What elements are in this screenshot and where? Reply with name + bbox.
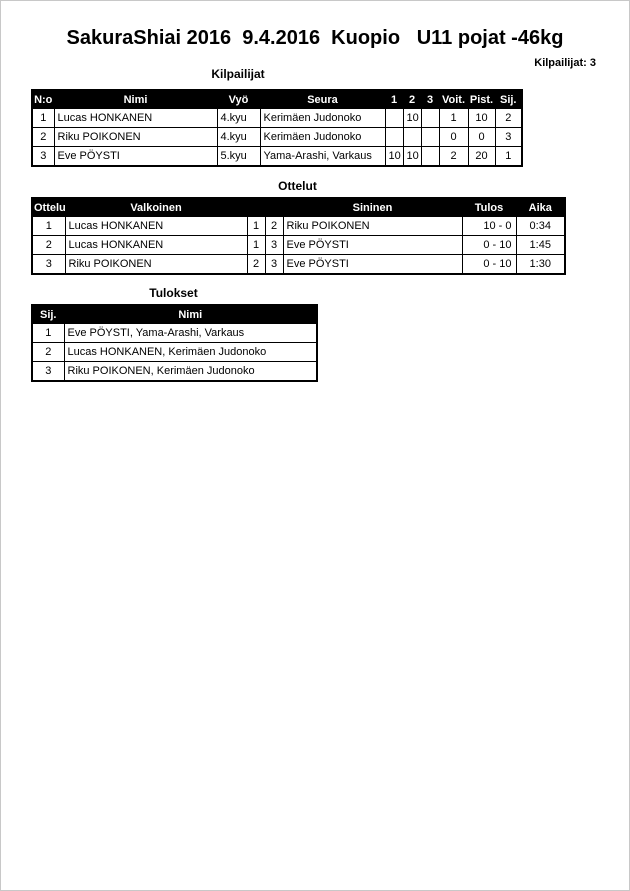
competitor-no: 3 xyxy=(32,147,54,167)
competitors-header-row xyxy=(32,90,522,109)
competitor-score-3 xyxy=(421,128,439,147)
match-white-name: Riku POIKONEN xyxy=(65,255,247,275)
result-row xyxy=(32,362,317,382)
section-heading-matches: Ottelut xyxy=(278,179,317,193)
match-blue-no: 3 xyxy=(265,255,283,275)
competitor-score-2: 10 xyxy=(403,109,421,128)
col-header-points: Pist. xyxy=(468,90,495,109)
result-place: 1 xyxy=(32,324,64,343)
results-header-row xyxy=(32,305,317,324)
match-no: 1 xyxy=(32,217,65,236)
col-header-name: Nimi xyxy=(54,90,217,109)
results-table xyxy=(31,304,318,382)
col-header-wins: Voit. xyxy=(439,90,468,109)
competitor-wins: 1 xyxy=(439,109,468,128)
competitor-club: Kerimäen Judonoko xyxy=(260,128,385,147)
col-header-time: Aika xyxy=(516,198,565,217)
col-header-place: Sij. xyxy=(495,90,522,109)
col-header-blue: Sininen xyxy=(283,198,462,217)
competitor-score-1 xyxy=(385,109,403,128)
match-blue-name: Eve PÖYSTI xyxy=(283,236,462,255)
section-heading-results: Tulokset xyxy=(149,286,198,300)
competitor-club: Yama-Arashi, Varkaus xyxy=(260,147,385,167)
competitor-points: 0 xyxy=(468,128,495,147)
col-header-club: Seura xyxy=(260,90,385,109)
col-header-spacer xyxy=(265,198,283,217)
match-result: 0 - 10 xyxy=(462,255,516,275)
matches-header-row xyxy=(32,198,565,217)
competitor-no: 2 xyxy=(32,128,54,147)
match-blue-no: 3 xyxy=(265,236,283,255)
matches-table xyxy=(31,197,566,275)
col-header-result: Tulos xyxy=(462,198,516,217)
competitor-row xyxy=(32,147,522,167)
col-header-spacer xyxy=(247,198,265,217)
col-header-match2: 2 xyxy=(403,90,421,109)
competitor-score-1: 10 xyxy=(385,147,403,167)
match-white-name: Lucas HONKANEN xyxy=(65,217,247,236)
competitor-wins: 0 xyxy=(439,128,468,147)
col-header-match-no: Ottelu xyxy=(32,198,65,217)
page-title: SakuraShiai 2016 9.4.2016 Kuopio U11 pojat -46kg xyxy=(66,27,564,49)
competitor-belt: 4.kyu xyxy=(217,109,260,128)
competitor-row xyxy=(32,109,522,128)
competitor-name: Lucas HONKANEN xyxy=(54,109,217,128)
col-header-no: N:o xyxy=(32,90,54,109)
competitor-place: 2 xyxy=(495,109,522,128)
col-header-place: Sij. xyxy=(32,305,64,324)
match-result: 10 - 0 xyxy=(462,217,516,236)
competitor-belt: 5.kyu xyxy=(217,147,260,167)
match-time: 1:30 xyxy=(516,255,565,275)
match-blue-name: Riku POIKONEN xyxy=(283,217,462,236)
match-row xyxy=(32,236,565,255)
match-time: 0:34 xyxy=(516,217,565,236)
match-white-name: Lucas HONKANEN xyxy=(65,236,247,255)
match-row xyxy=(32,217,565,236)
result-name: Eve PÖYSTI, Yama-Arashi, Varkaus xyxy=(64,324,317,343)
competitor-name: Eve PÖYSTI xyxy=(54,147,217,167)
competitor-place: 3 xyxy=(495,128,522,147)
match-white-no: 2 xyxy=(247,255,265,275)
competitor-no: 1 xyxy=(32,109,54,128)
match-no: 3 xyxy=(32,255,65,275)
competitors-table xyxy=(31,89,523,167)
result-place: 2 xyxy=(32,343,64,362)
result-row xyxy=(32,343,317,362)
competitor-score-2: 10 xyxy=(403,147,421,167)
match-time: 1:45 xyxy=(516,236,565,255)
result-name: Riku POIKONEN, Kerimäen Judonoko xyxy=(64,362,317,382)
result-name: Lucas HONKANEN, Kerimäen Judonoko xyxy=(64,343,317,362)
match-row xyxy=(32,255,565,275)
competitors-count-label: Kilpailijat: 3 xyxy=(534,57,596,69)
match-blue-name: Eve PÖYSTI xyxy=(283,255,462,275)
result-row xyxy=(32,324,317,343)
competitor-score-2 xyxy=(403,128,421,147)
match-blue-no: 2 xyxy=(265,217,283,236)
col-header-name: Nimi xyxy=(64,305,317,324)
competitor-club: Kerimäen Judonoko xyxy=(260,109,385,128)
result-place: 3 xyxy=(32,362,64,382)
competitor-points: 20 xyxy=(468,147,495,167)
col-header-match3: 3 xyxy=(421,90,439,109)
match-white-no: 1 xyxy=(247,217,265,236)
col-header-match1: 1 xyxy=(385,90,403,109)
match-result: 0 - 10 xyxy=(462,236,516,255)
competitor-row xyxy=(32,128,522,147)
section-heading-competitors: Kilpailijat xyxy=(211,67,265,81)
match-white-no: 1 xyxy=(247,236,265,255)
competitor-score-3 xyxy=(421,147,439,167)
competitor-points: 10 xyxy=(468,109,495,128)
competitor-belt: 4.kyu xyxy=(217,128,260,147)
match-no: 2 xyxy=(32,236,65,255)
competitor-score-1 xyxy=(385,128,403,147)
competitor-name: Riku POIKONEN xyxy=(54,128,217,147)
competitor-wins: 2 xyxy=(439,147,468,167)
competitor-place: 1 xyxy=(495,147,522,167)
col-header-white: Valkoinen xyxy=(65,198,247,217)
col-header-belt: Vyö xyxy=(217,90,260,109)
competitor-score-3 xyxy=(421,109,439,128)
